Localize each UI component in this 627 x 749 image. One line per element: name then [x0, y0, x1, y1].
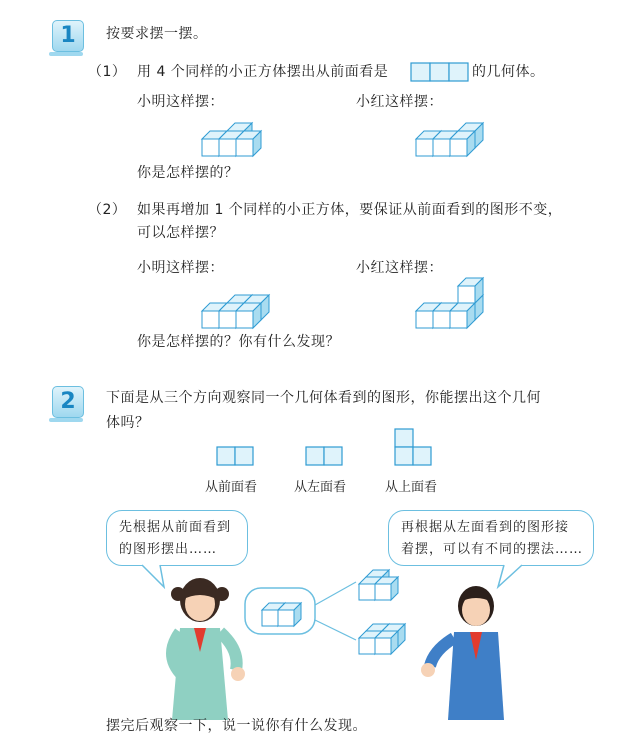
bubble-line: 着摆，可以有不同的摆法……: [401, 542, 584, 557]
cube: [278, 603, 301, 626]
xiaohong-label: 小红这样摆：: [356, 94, 443, 110]
front-view-icon: [216, 446, 256, 468]
cube-figure-xiaohong-2: [414, 280, 494, 330]
cube: [236, 131, 261, 156]
cube-figure-xiaohong-1: [414, 118, 484, 158]
question-prompt: 你是怎样摆的？你有什么发现？: [137, 334, 340, 350]
cube-figure-xiaoming-1: [200, 118, 270, 158]
bubble-line: 再根据从左面看到的图形接: [401, 520, 570, 535]
cube-figure-option-a: [357, 566, 417, 602]
left-view-icon: [305, 446, 345, 468]
cube-figure-option-b: [357, 620, 417, 656]
speech-bubble-right: [388, 510, 594, 566]
bubble-line: 的图形摆出……: [119, 542, 218, 557]
cube: [375, 577, 398, 600]
xiaoming-label: 小明这样摆：: [137, 94, 224, 110]
question-text: 用 4 个同样的小正方体摆出从前面看是: [137, 64, 389, 80]
section-number-badge: 1: [52, 20, 84, 52]
question-text: 如果再增加 1 个同样的小正方体，要保证从前面看到的图形不变，: [137, 202, 563, 218]
cube: [375, 631, 398, 654]
question-label: （2）: [88, 202, 127, 218]
xiaoming-label: 小明这样摆：: [137, 260, 224, 276]
view-label-left: 从左面看: [294, 480, 347, 495]
bubble-line: 先根据从前面看到: [119, 520, 232, 535]
question-label: （1）: [88, 64, 127, 80]
closing-instruction: 摆完后观察一下，说一说你有什么发现。: [106, 718, 367, 734]
question-text-line2: 可以怎样摆？: [137, 225, 224, 241]
cube: [236, 303, 261, 328]
front-view-three-squares-icon: [410, 62, 470, 82]
speech-bubble-left: [106, 510, 248, 566]
view-label-top: 从上面看: [385, 480, 438, 495]
girl-illustration: [150, 570, 250, 720]
section-text-line2: 体吗？: [106, 415, 150, 431]
top-view-icon: [394, 428, 434, 468]
question-text-end: 的几何体。: [472, 64, 545, 80]
question-prompt: 你是怎样摆的？: [137, 165, 239, 181]
xiaohong-label: 小红这样摆：: [356, 260, 443, 276]
cube-figure-base: [260, 598, 310, 628]
section-title: 按要求摆一摆。: [106, 26, 208, 42]
cube: [450, 303, 475, 328]
cube: [458, 278, 483, 303]
section-text: 下面是从三个方向观察同一个几何体看到的图形，你能摆出这个几何: [106, 390, 541, 406]
section-number-badge: 2: [52, 386, 84, 418]
cube-figure-xiaoming-2: [200, 280, 280, 330]
cube: [450, 131, 475, 156]
boy-illustration: [420, 580, 520, 720]
view-label-front: 从前面看: [205, 480, 258, 495]
